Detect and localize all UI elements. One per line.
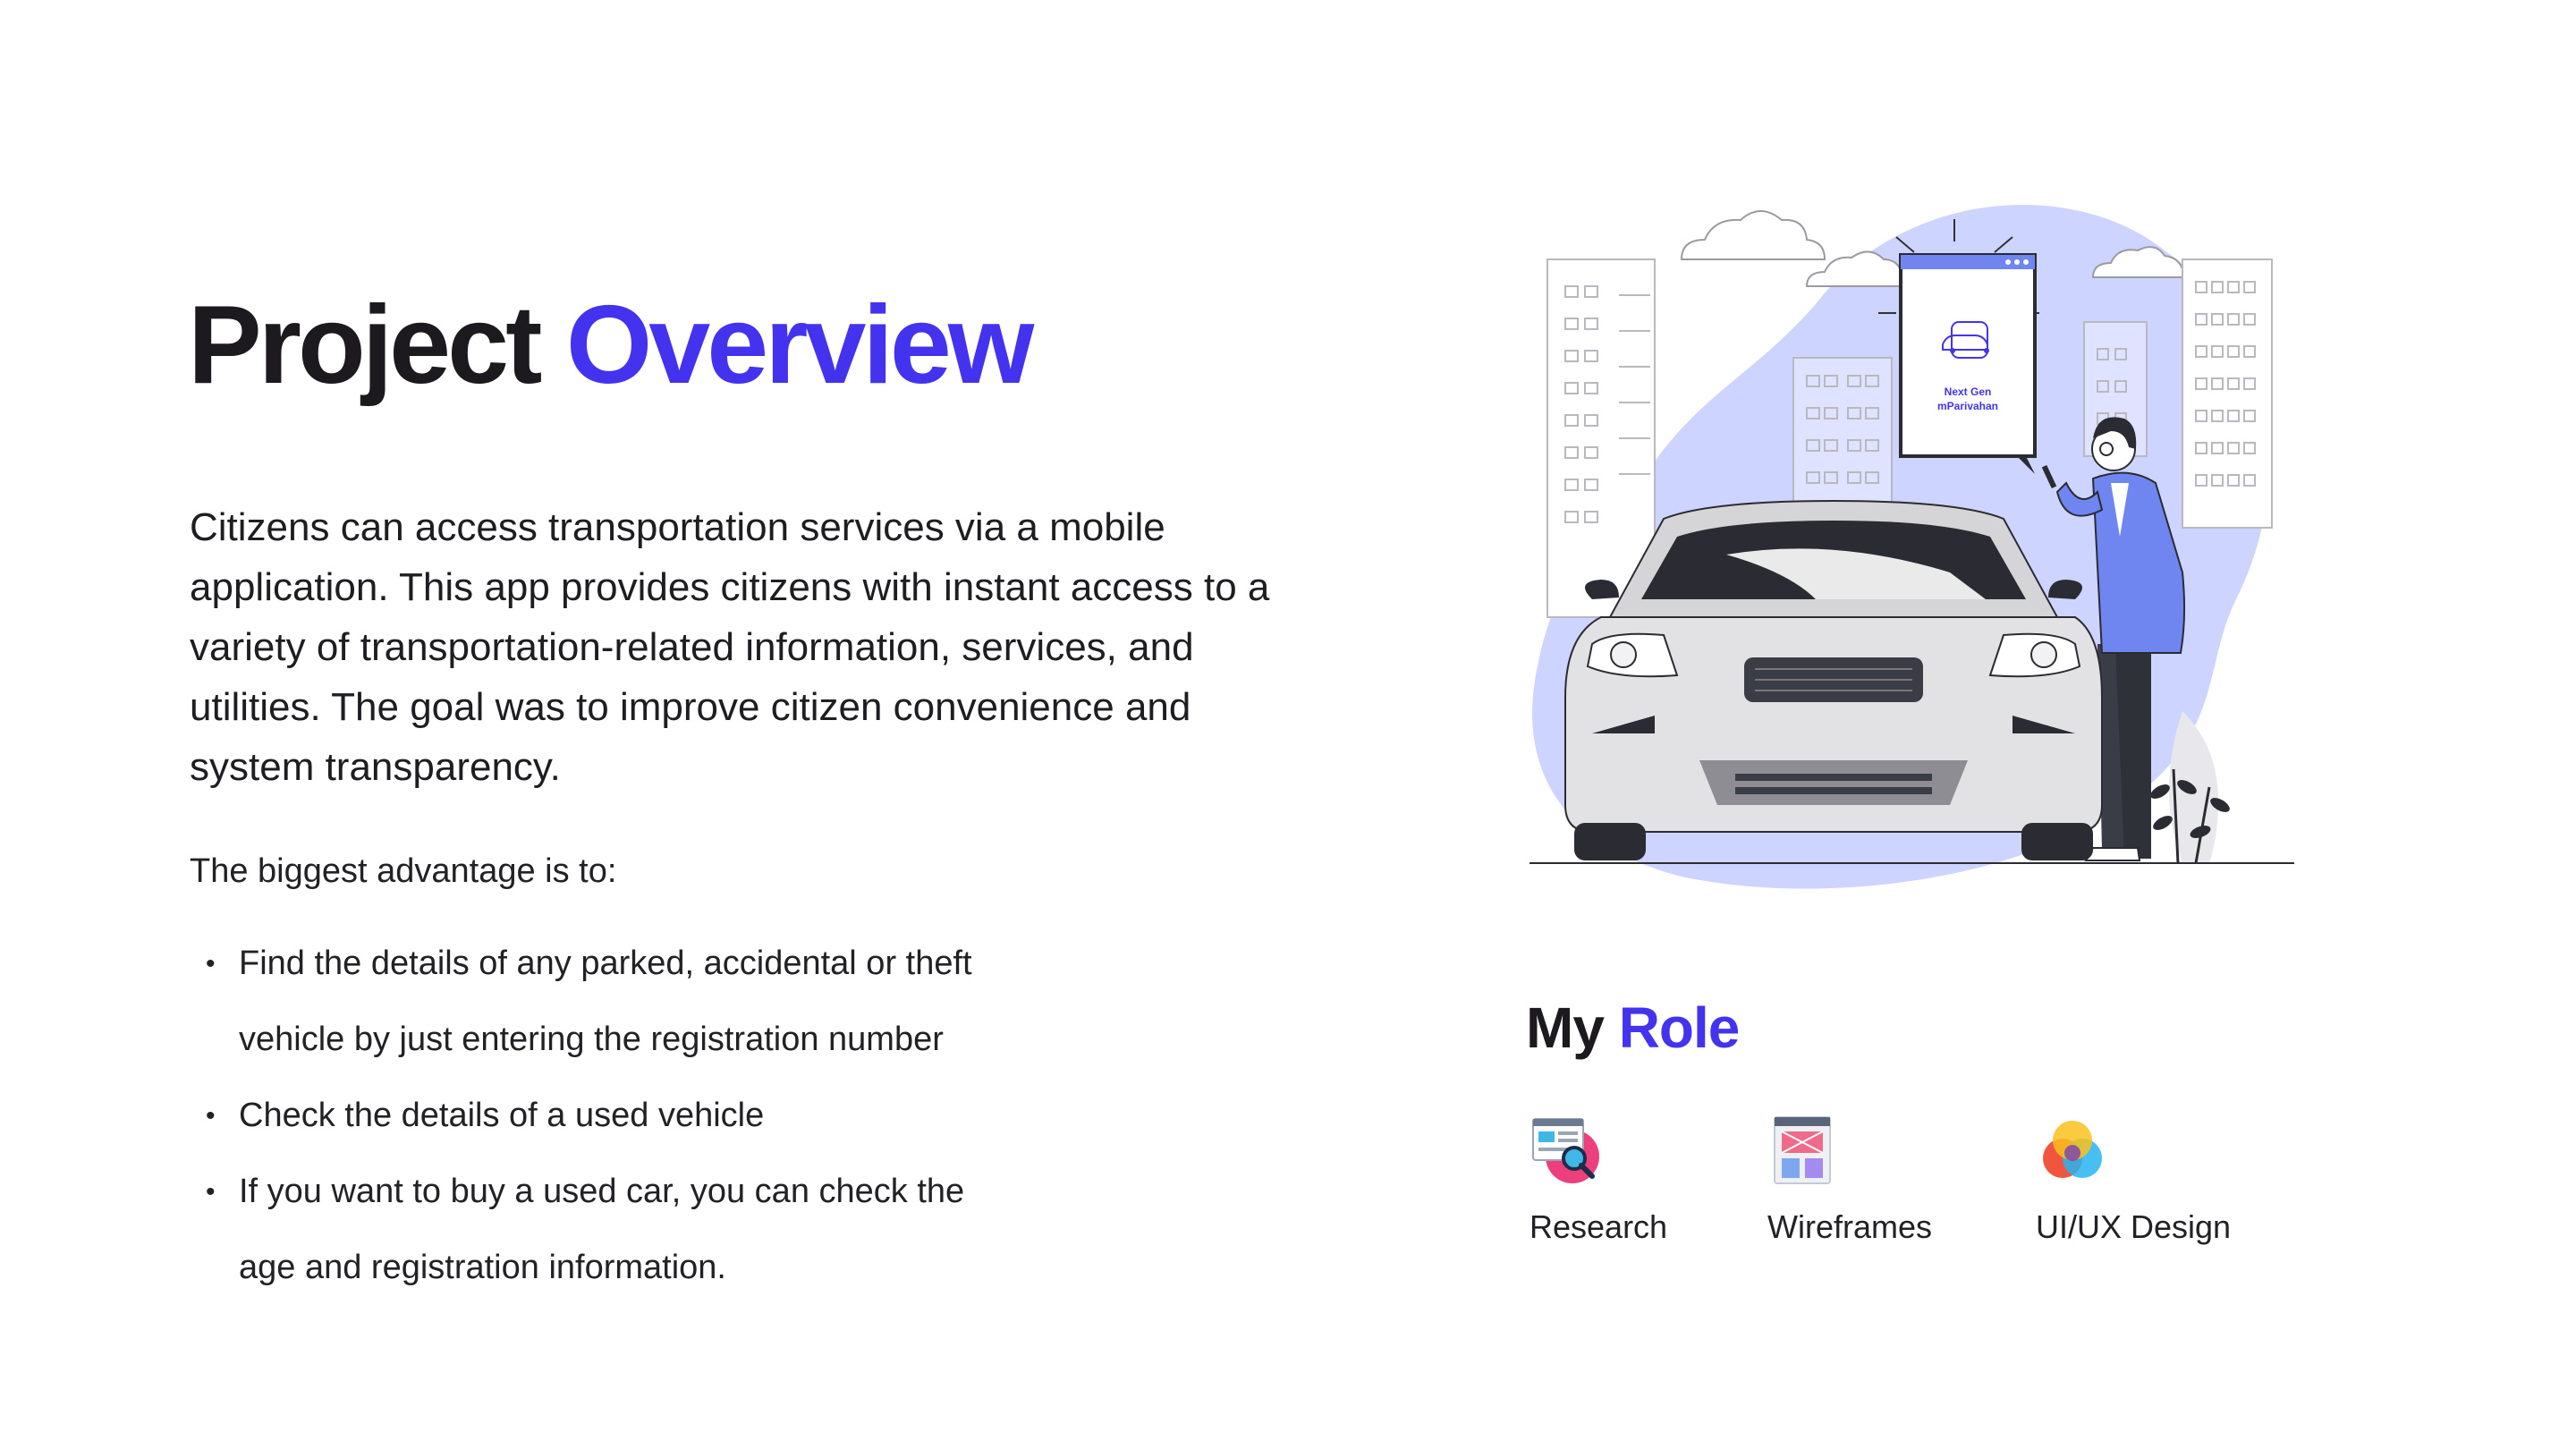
title-part-1: Project (188, 284, 539, 407)
list-item-text: Check the details of a used vehicle (239, 1097, 765, 1134)
cloud-icon (1682, 211, 1825, 259)
role-item-research (1530, 1114, 1667, 1246)
list-item (190, 926, 1156, 1078)
list-item-text: vehicle by just entering the registration number (239, 1021, 944, 1058)
car-owner-illustration (1521, 197, 2308, 894)
role-title-part-2: Role (1618, 996, 1740, 1060)
uiux-design-icon (2036, 1114, 2109, 1187)
list-item-text: Find the details of any parked, accidental or theft (239, 945, 972, 982)
list-item-text: If you want to buy a used car, you can check the (239, 1173, 965, 1210)
advantages-list (190, 926, 1156, 1306)
intro-paragraph: Citizens can access transportation services via a mobile application. This app provides citizens with instant access to a variety of transportation-related information, services, and utilities. The goal was to improve citizen convenience and system transparency. (190, 505, 1270, 789)
research-icon (1530, 1114, 1603, 1187)
bullet-icon: • (206, 1101, 216, 1131)
bullet-icon: • (206, 949, 216, 979)
screen-line-1: Next Gen (1944, 386, 1992, 398)
title-part-2: Overview (565, 284, 1031, 407)
role-item-wireframes (1767, 1114, 1932, 1246)
phone-screen (1878, 219, 2039, 474)
list-item (190, 1154, 1156, 1306)
role-label-wireframes: Wireframes (1767, 1208, 1933, 1245)
role-title (1526, 995, 1739, 1061)
screen-line-2: mParivahan (1936, 400, 1999, 412)
role-label-research: Research (1530, 1208, 1668, 1245)
bullet-icon: • (206, 1177, 216, 1207)
list-item (190, 1078, 1156, 1154)
page-title (188, 284, 1030, 406)
list-item-text: age and registration information. (239, 1249, 726, 1286)
wireframes-icon (1767, 1114, 1841, 1187)
role-label-uiux-design: UI/UX Design (2036, 1208, 2232, 1245)
advantages-heading: The biggest advantage is to: (190, 852, 617, 890)
car-figure (1565, 501, 2102, 860)
role-item-uiux-design (2036, 1114, 2231, 1246)
building-right (2182, 259, 2272, 528)
role-title-part-1: My (1526, 996, 1604, 1060)
